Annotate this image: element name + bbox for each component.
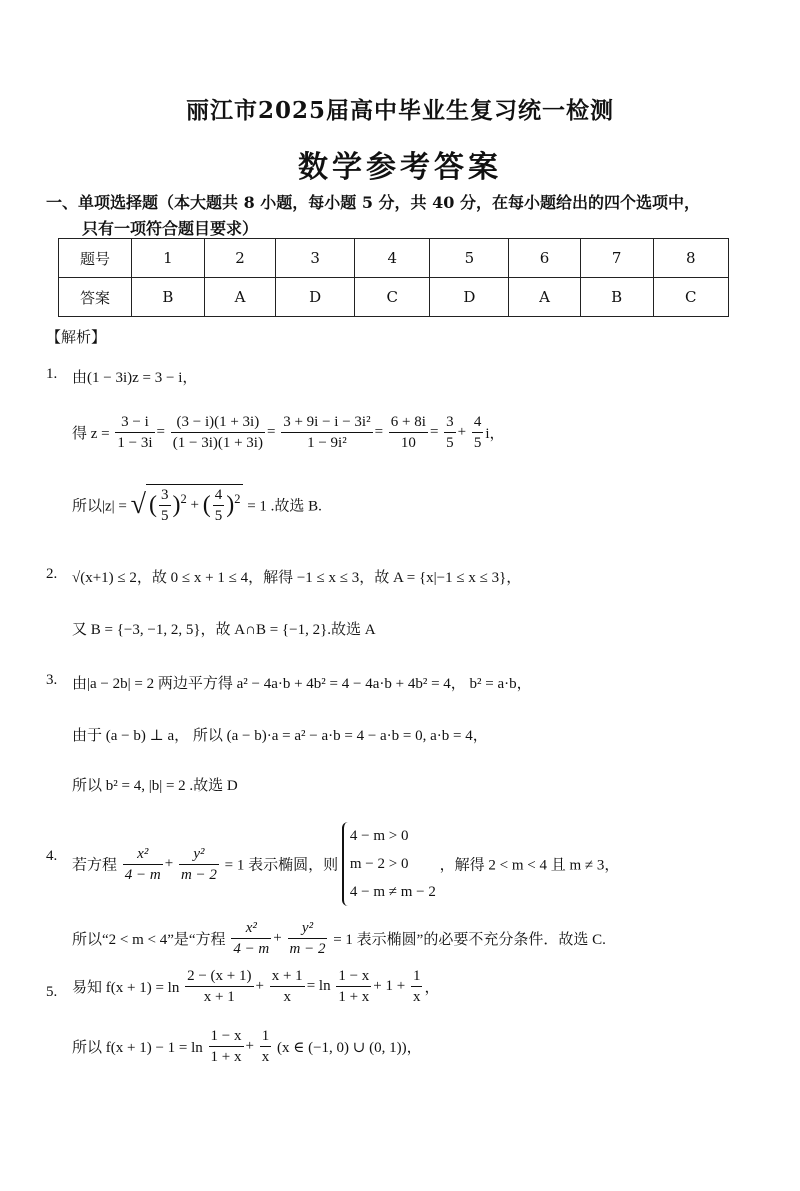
answer-row-label: 答案	[59, 278, 132, 317]
numerator: 3 − i	[115, 412, 154, 433]
denominator: (1 − 3i)(1 + 3i)	[172, 435, 263, 451]
numerator: 3	[444, 412, 456, 433]
answer-table	[58, 238, 729, 317]
solution-5-line2-suffix: (x ∈ (−1, 0) ∪ (0, 1))，	[276, 1040, 422, 1056]
system-line: 4 − m ≠ m − 2	[349, 884, 436, 900]
question-cell: 2	[204, 239, 276, 278]
solution-1-line3-suffix: = 1 .故选 B.	[247, 498, 322, 515]
fraction	[115, 412, 154, 453]
analysis-label: 【解析】	[46, 328, 107, 346]
solution-5-line1: 易知 f(x + 1) = ln $\frac{2 - (x + 1)}{x + 1}$ + $\frac{x + 1}{x}$ = ln $\frac{1 - x}{1 + x}$ + 1 + $\frac{1}{x}$ ，	[72, 968, 440, 1005]
solution-5-line1-prefix: 易知 f(x + 1) = ln	[72, 980, 180, 996]
numerator: 6 + 8i	[389, 412, 428, 433]
answer-cell: D	[430, 278, 509, 317]
fraction: $\frac{\text{x²}}{4 - m}$	[124, 845, 161, 883]
solution-4-line2-prefix: 所以“2 < m < 4”是“方程	[72, 932, 226, 948]
solution-1-line2-prefix: 得 z =	[72, 426, 110, 442]
solution-1-line2: 得 z = $\frac{3 - i}{1 - 3i}$ = $\frac{(3 - i)(1 + 3i)}{(1 - 3i)(1 + 3i)}$ = $\frac{\text{3 + 9i − i − 3i²}}{\text{1 − 9i²}}$ = $\frac{6 + 8i}{10}$ = $\frac{3}{5}$ + $\frac{4}{5}$ i，	[72, 414, 505, 451]
solution-2-number: 2.	[46, 566, 58, 582]
answer-row	[59, 278, 729, 317]
solution-4-line1: 若方程 $\frac{\text{x²}}{4 - m}$ + $\frac{\text{y²}}{m - 2}$ = 1 表示椭圆，则 4 − m > 0 m − 2 > 0 4 − m ≠ m − 2 ，解得 2 < m < 4 且 m ≠ 3，	[72, 822, 619, 906]
numerator: (3 − i)(1 + 3i)	[171, 412, 265, 433]
fraction: $\frac{1}{x}$	[261, 1028, 270, 1065]
fraction: $\frac{\text{x²}}{4 - m}$	[233, 920, 270, 957]
question-cell: 7	[580, 239, 653, 278]
solution-5-line2: 所以 f(x + 1) − 1 = ln $\frac{1 - x}{1 + x}$ + $\frac{1}{x}$ (x ∈ (−1, 0) ∪ (0, 1))，	[72, 1028, 422, 1065]
solution-4-line2: 所以“2 < m < 4”是“方程 $\frac{\text{x²}}{4 - m}$ + $\frac{\text{y²}}{m - 2}$ = 1 表示椭圆”的必要不充分条件．故选 C.	[72, 920, 606, 957]
answer-cell: A	[509, 278, 581, 317]
document-title: 丽江市2025届高中毕业生复习统一检测	[185, 97, 614, 124]
question-row-label: 题号	[59, 239, 132, 278]
solution-2-line2: 又 B = {−3, −1, 2, 5}，故 A∩B = {−1, 2}.故选 A	[72, 622, 376, 638]
question-row	[59, 239, 729, 278]
solution-5-number: 5.	[46, 984, 58, 1000]
document-subtitle: 数学参考答案	[298, 150, 502, 185]
solution-5-line2-prefix: 所以 f(x + 1) − 1 = ln	[72, 1040, 203, 1056]
fraction: $\frac{2 - (x + 1)}{x + 1}$	[187, 968, 252, 1005]
answer-cell: C	[653, 278, 729, 317]
answer-cell: B	[132, 278, 205, 317]
numerator: 4	[472, 412, 484, 433]
section-heading	[46, 190, 766, 242]
section-heading-line1: 一、单项选择题（本大题共 8 小题，每小题 5 分，共 40 分，在每小题给出的四个选项中，	[46, 193, 700, 212]
solution-3-line1: 由|a − 2b| = 2 两边平方得 a² − 4a·b + 4b² = 4 − 4a·b + 4b² = 4， b² = a·b，	[72, 676, 532, 692]
solution-1-number: 1.	[46, 366, 58, 382]
inequality-system	[342, 822, 436, 906]
solution-4-number: 4.	[46, 848, 58, 864]
solution-1-line1: 由(1 − 3i)z = 3 − i，	[72, 370, 198, 386]
solution-3-line2: 由于 (a − b) ⊥ a， 所以 (a − b)·a = a² − a·b = 4 − a·b = 0, a·b = 4，	[72, 728, 488, 744]
question-cell: 6	[509, 239, 581, 278]
fraction	[472, 412, 484, 453]
solution-4-line1-suffix: ，解得 2 < m < 4 且 m ≠ 3，	[439, 857, 620, 874]
denominator: 5	[473, 435, 482, 451]
fraction: $\frac{1 - x}{1 + x}$	[338, 968, 370, 1005]
solution-4-line2-suffix: = 1 表示椭圆”的必要不充分条件．故选 C.	[333, 932, 606, 948]
fraction: $\frac{1 - x}{1 + x}$	[210, 1028, 242, 1065]
question-cell: 8	[653, 239, 729, 278]
solution-2-line1: √(x+1) ≤ 2，故 0 ≤ x + 1 ≤ 4，解得 −1 ≤ x ≤ 3，故 A = {x|−1 ≤ x ≤ 3}，	[72, 570, 522, 586]
solution-4-line1-mid: = 1 表示椭圆，则	[224, 857, 339, 874]
fraction: $\frac{\text{y²}}{m - 2}$	[180, 845, 217, 883]
denominator: 5	[446, 435, 454, 451]
solution-1-line3-prefix: 所以|z| =	[72, 498, 127, 515]
section-heading-line2: 只有一项符合题目要求）	[82, 219, 259, 238]
system-line: m − 2 > 0	[349, 856, 409, 872]
solution-4-line1-prefix: 若方程	[72, 857, 118, 874]
solution-1-line3: 所以|z| = √ ( $\frac{3}{5}$ )$^2$ + ( $\frac{4}{5}$ )$^2$ = 1 .故选 B.	[72, 484, 322, 526]
answer-cell: D	[276, 278, 355, 317]
fraction	[281, 412, 372, 453]
fraction	[389, 412, 428, 453]
question-cell: 1	[132, 239, 205, 278]
fraction: $\frac{x + 1}{x}$	[271, 968, 303, 1005]
denominator: 1 − 9i²	[307, 435, 347, 451]
numerator: 3 + 9i − i − 3i²	[281, 412, 372, 433]
fraction	[444, 412, 456, 453]
system-line: 4 − m > 0	[349, 828, 409, 844]
answer-cell: C	[355, 278, 430, 317]
question-cell: 4	[355, 239, 430, 278]
solution-3-number: 3.	[46, 672, 58, 688]
denominator: 1 − 3i	[117, 435, 153, 451]
answer-cell: A	[204, 278, 276, 317]
denominator: 10	[400, 435, 416, 451]
fraction: $\frac{\text{y²}}{m - 2}$	[289, 920, 326, 957]
answer-cell: B	[580, 278, 653, 317]
question-cell: 3	[276, 239, 355, 278]
fraction	[171, 412, 265, 453]
question-cell: 5	[430, 239, 509, 278]
fraction: $\frac{1}{x}$	[412, 968, 421, 1005]
solution-3-line3: 所以 b² = 4, |b| = 2 .故选 D	[72, 778, 238, 794]
